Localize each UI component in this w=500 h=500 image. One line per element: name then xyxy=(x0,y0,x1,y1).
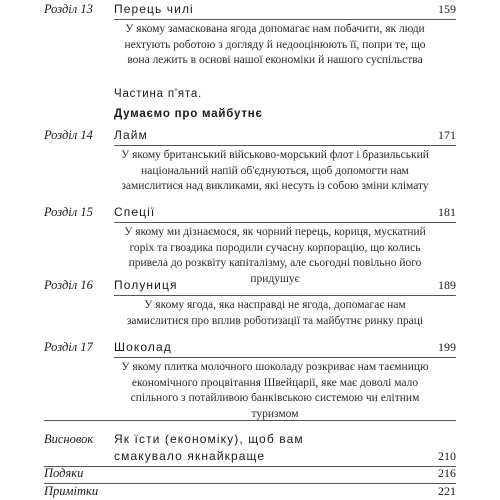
part-number: Частина п'ята. xyxy=(114,88,203,100)
chapter-title: Спеції xyxy=(114,205,156,219)
divider-rule xyxy=(114,145,456,146)
chapter-title: Шоколад xyxy=(114,340,172,354)
divider-rule xyxy=(44,466,456,467)
divider-rule xyxy=(44,420,456,421)
chapter-label: Розділ 15 xyxy=(44,205,93,219)
chapter-label: Розділ 16 xyxy=(44,278,93,292)
divider-rule xyxy=(114,222,456,223)
chapter-page-number: 181 xyxy=(438,205,456,219)
chapter-description: У якому британський військово-морський флот і бразильський національний напій об'єднуються, щоб допомогти нам замислитися над викликами, які несуть із собою зміни клімату xyxy=(121,149,429,193)
chapter-title: Перець чилі xyxy=(114,2,194,16)
acknowledgements-page-number: 216 xyxy=(438,466,456,480)
divider-rule xyxy=(114,295,456,296)
chapter-page-number: 171 xyxy=(438,128,456,142)
chapter-label: Розділ 13 xyxy=(44,2,93,16)
part-title: Думаємо про майбутнє xyxy=(114,108,263,120)
chapter-description: У якому замаскована ягода допомагає нам побачити, як люди нехтують роботою з догляду й недооцінюють її, попри те, що вона лежить в основі нашої економіки й нашого суспільства xyxy=(124,23,426,67)
conclusion-label: Висновок xyxy=(44,432,94,446)
chapter-description: У якому плитка молочного шоколаду розкриває нам таємницю економічного процвітання Швейцарії, яке має доволі мало спільного з потайливою банківською системою чи елітним туризмом xyxy=(121,361,429,420)
chapter-page-number: 189 xyxy=(438,278,456,292)
chapter-description: У якому ягода, яка насправді не ягода, допомагає нам замислитися про вплив роботизації та майбутнє ринку праці xyxy=(126,299,424,327)
chapter-page-number: 159 xyxy=(438,2,456,16)
notes-page-number: 221 xyxy=(438,484,456,498)
divider-rule xyxy=(114,357,456,358)
chapter-description: У якому ми дізнаємося, як чорний перець, кориця, мускатний горіх та гвоздика породили сучасну корпорацію, що колись привела до розквіту капіталізму, але сьогодні повільно його придушує xyxy=(124,226,426,285)
chapter-label: Розділ 17 xyxy=(44,340,93,354)
conclusion-page-number: 210 xyxy=(438,449,456,463)
conclusion-title-line2: смакувало якнайкраще xyxy=(114,449,266,463)
divider-rule xyxy=(114,19,456,20)
chapter-title: Лайм xyxy=(114,128,148,142)
acknowledgements-label: Подяки xyxy=(44,466,84,480)
chapter-title: Полуниця xyxy=(114,278,178,292)
divider-rule xyxy=(44,483,456,484)
conclusion-title-line1: Як їсти (економіку), щоб вам xyxy=(114,432,304,446)
chapter-label: Розділ 14 xyxy=(44,128,93,142)
chapter-page-number: 199 xyxy=(438,340,456,354)
notes-label: Примітки xyxy=(44,484,99,498)
